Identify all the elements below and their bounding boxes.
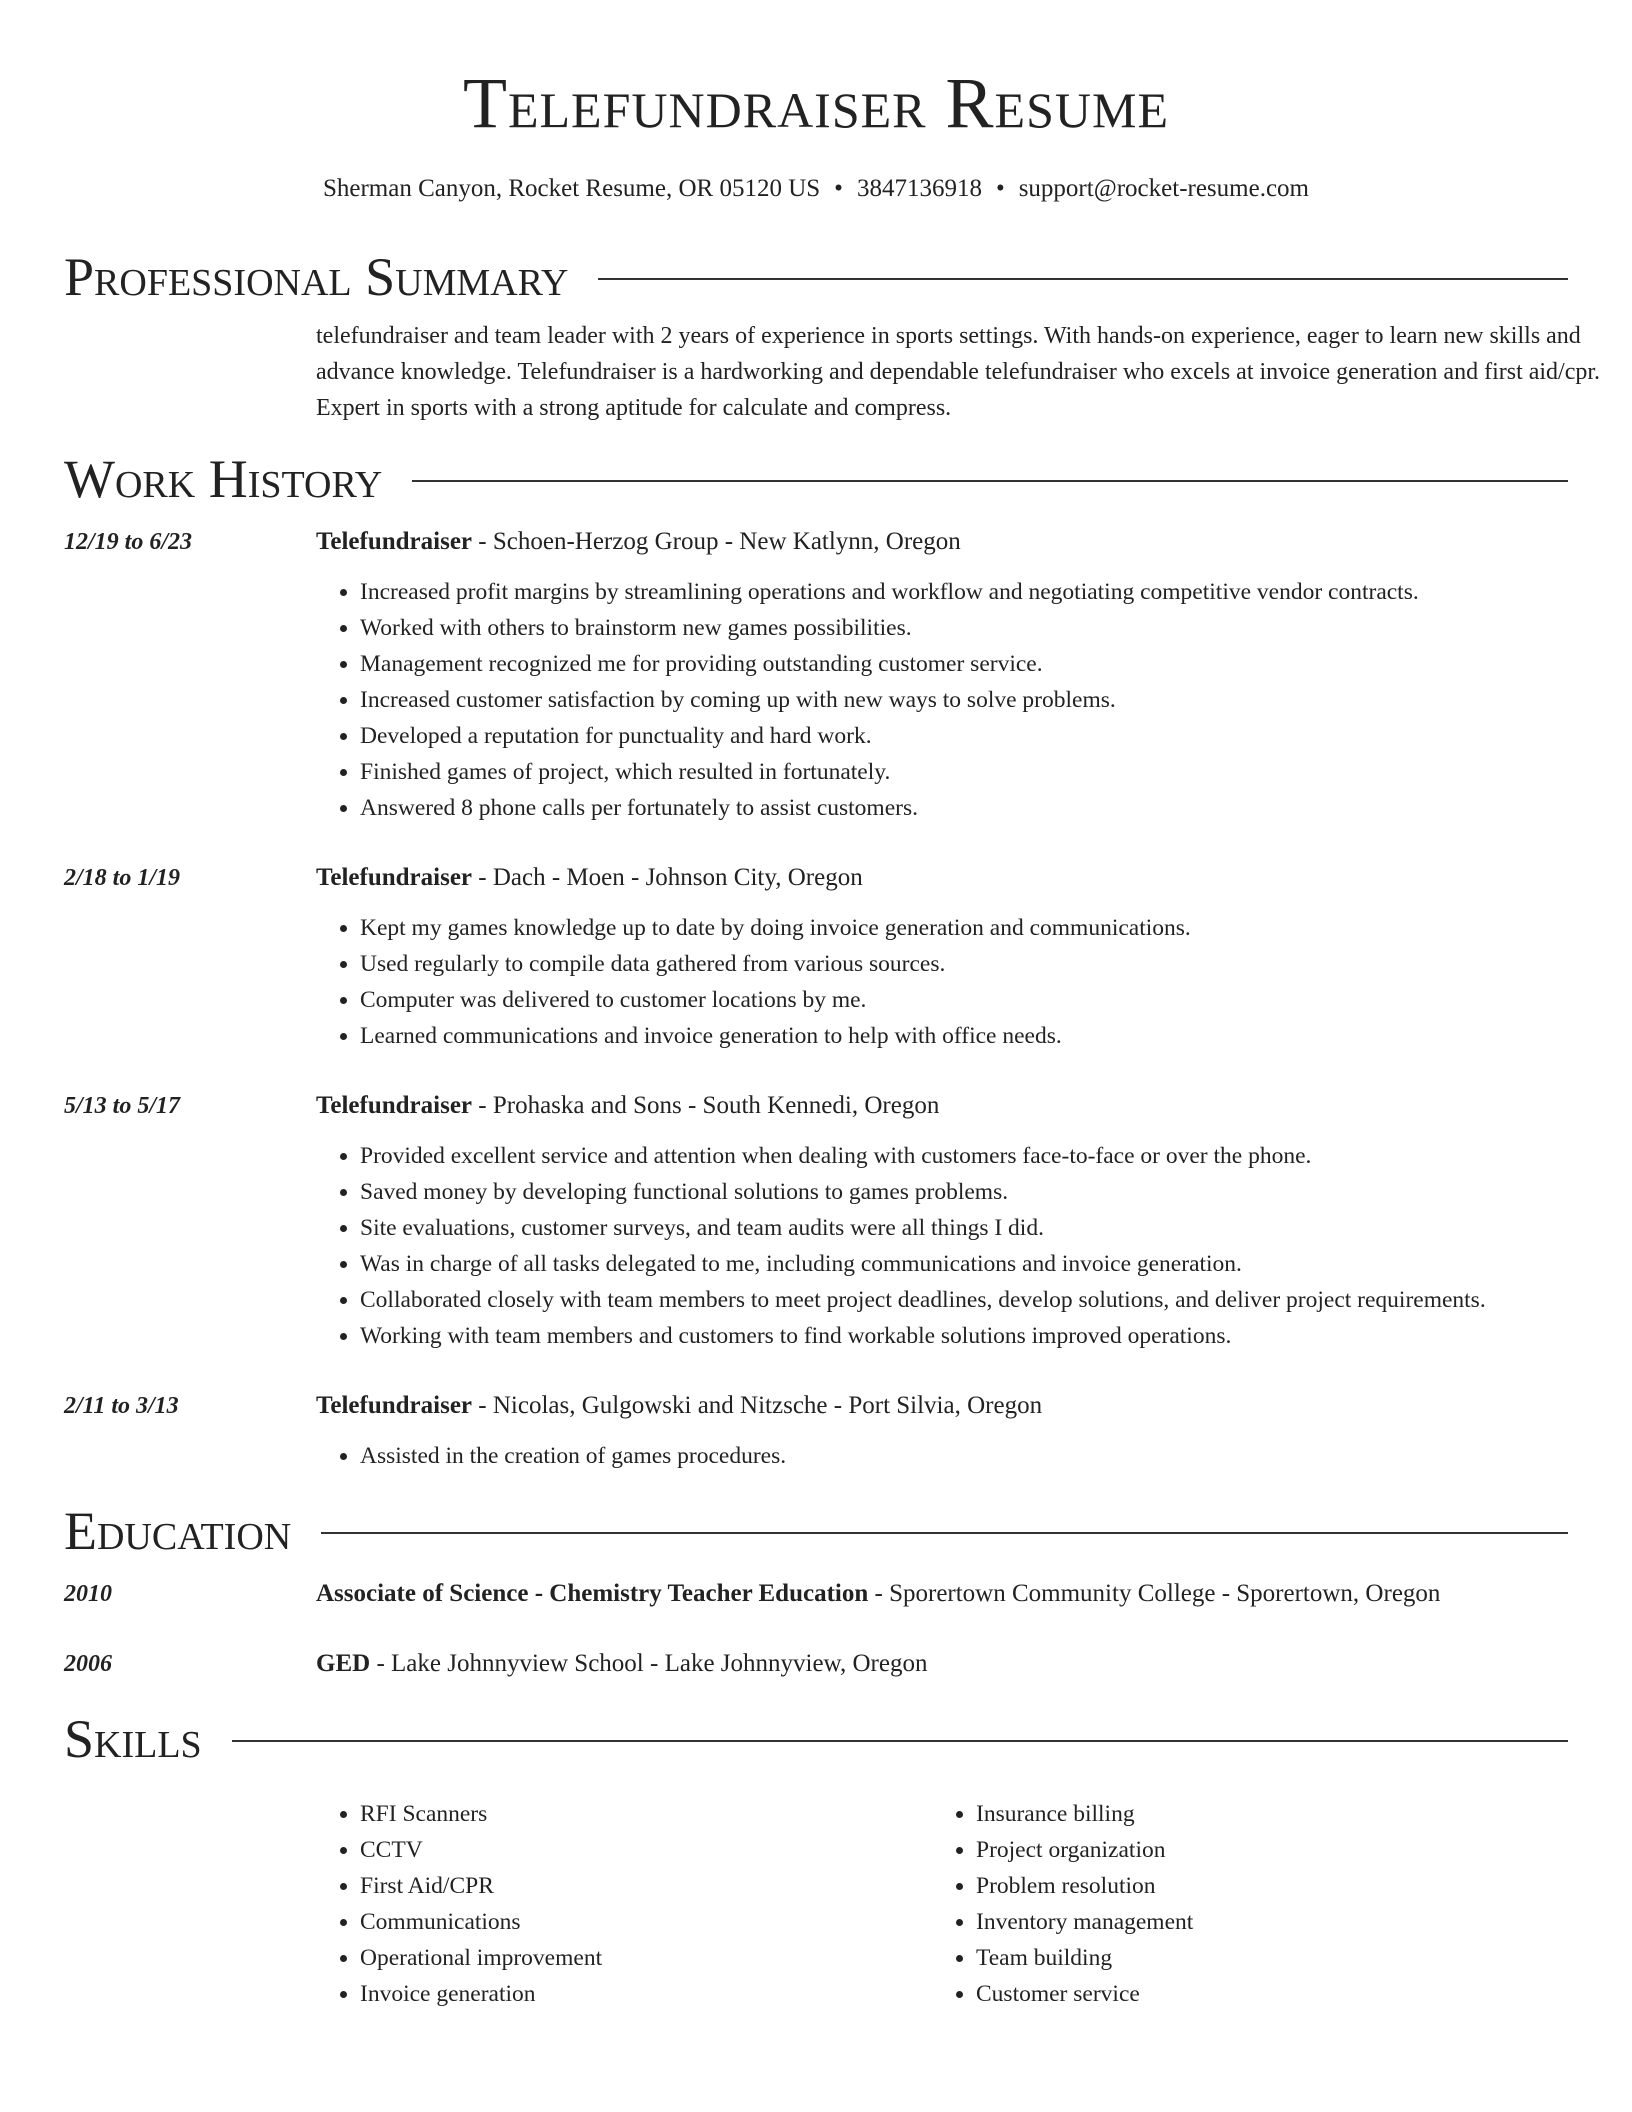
job-bullets: [316, 910, 1568, 1054]
skill-item: • RFI Scanners: [360, 1796, 932, 1832]
job-bullet-item: • Used regularly to compile data gathered from various sources.: [360, 946, 1568, 982]
skill-item: • Problem resolution: [976, 1868, 1548, 1904]
skill-item: • Project organization: [976, 1832, 1548, 1868]
contact-email: support@rocket-resume.com: [1018, 175, 1309, 202]
section-divider: [412, 480, 1568, 482]
job-title: Telefundraiser: [316, 528, 473, 555]
job-bullet-item: • Finished games of project, which resulted in fortunately.: [360, 754, 1568, 790]
job-bullets: [316, 1138, 1568, 1354]
section-header-skills: [64, 1708, 1568, 1770]
education-year: 2006: [64, 1651, 112, 1677]
job-bullet-item: • Computer was delivered to customer locations by me.: [360, 982, 1568, 1018]
section-divider: [232, 1740, 1568, 1742]
education-heading: [316, 1646, 1568, 1682]
job-heading: [316, 524, 1568, 560]
job-heading: [316, 860, 1568, 896]
education-degree: Associate of Science - Chemistry Teacher Education: [316, 1580, 869, 1607]
skill-item: • Communications: [360, 1904, 932, 1940]
section-title-summary: Professional Summary: [64, 247, 569, 307]
section-divider: [598, 278, 1568, 280]
summary-text: telefundraiser and team leader with 2 years of experience in sports settings. With hands-on experience, eager to learn new skills and advance knowledge. Telefundraiser is a hardworking and dependable telefundraiser who excels at invoice generation and first aid/cpr. Expert in sports with a strong aptitude for calculate and compress.: [316, 323, 1601, 421]
skill-item: • Insurance billing: [976, 1796, 1548, 1832]
skills-column-right: [932, 1796, 1548, 2012]
job-bullet-item: • Collaborated closely with team members to meet project deadlines, develop solutions, and deliver project requirements.: [360, 1282, 1568, 1318]
job-title: Telefundraiser: [316, 1092, 473, 1119]
job-body: [316, 1088, 1568, 1354]
job-employer: - Schoen-Herzog Group - New Katlynn, Oregon: [472, 528, 961, 555]
education-school: - Lake Johnnyview School - Lake Johnnyview, Oregon: [370, 1650, 928, 1677]
skill-item: • Inventory management: [976, 1904, 1548, 1940]
job-entry: [64, 1088, 1568, 1354]
section-title-education: Education: [64, 1501, 292, 1561]
job-dates: 2/18 to 1/19: [64, 865, 181, 891]
job-heading: [316, 1088, 1568, 1124]
section-header-work: [64, 448, 1568, 510]
education-year: 2010: [64, 1581, 112, 1607]
section-title-work: Work History: [64, 449, 383, 509]
job-dates: 5/13 to 5/17: [64, 1093, 181, 1119]
job-employer: - Nicolas, Gulgowski and Nitzsche - Port Silvia, Oregon: [472, 1392, 1043, 1419]
education-body: [316, 1576, 1568, 1612]
section-header-education: [64, 1500, 1568, 1562]
education-entry: [64, 1576, 1568, 1612]
job-bullet-item: • Increased customer satisfaction by coming up with new ways to solve problems.: [360, 682, 1568, 718]
job-bullet-item: • Worked with others to brainstorm new games possibilities.: [360, 610, 1568, 646]
job-entry: [64, 524, 1568, 826]
job-heading: [316, 1388, 1568, 1424]
skills-column-left: [316, 1796, 932, 2012]
job-bullet-item: • Developed a reputation for punctuality and hard work.: [360, 718, 1568, 754]
skill-item: • CCTV: [360, 1832, 932, 1868]
contact-phone: 3847136918: [856, 175, 982, 202]
education-school: - Sporertown Community College - Sporertown, Oregon: [868, 1580, 1441, 1607]
job-body: [316, 860, 1568, 1054]
job-bullet-item: • Site evaluations, customer surveys, and team audits were all things I did.: [360, 1210, 1568, 1246]
work-history-list: [64, 524, 1568, 1474]
skills-grid: [316, 1796, 1568, 2012]
job-dates: 12/19 to 6/23: [64, 529, 193, 555]
job-bullet-item: • Saved money by developing functional solutions to games problems.: [360, 1174, 1568, 1210]
resume-title: Telefundraiser Resume: [462, 63, 1170, 143]
job-employer: - Dach - Moen - Johnson City, Oregon: [472, 864, 863, 891]
job-title: Telefundraiser: [316, 1392, 473, 1419]
contact-separator: •: [834, 175, 843, 202]
job-bullets: [316, 1438, 1568, 1474]
job-bullet-item: • Assisted in the creation of games procedures.: [360, 1438, 1568, 1474]
job-title: Telefundraiser: [316, 864, 473, 891]
job-body: [316, 1388, 1568, 1474]
education-body: [316, 1646, 1568, 1682]
job-entry: [64, 1388, 1568, 1474]
education-list: [64, 1576, 1568, 1682]
job-bullet-item: • Increased profit margins by streamlining operations and workflow and negotiating competitive vendor contracts.: [360, 574, 1568, 610]
section-header-summary: [64, 246, 1568, 308]
job-bullet-item: • Working with team members and customers to find workable solutions improved operations.: [360, 1318, 1568, 1354]
skill-item: • Team building: [976, 1940, 1548, 1976]
job-bullets: [316, 574, 1568, 826]
job-bullet-item: • Kept my games knowledge up to date by doing invoice generation and communications.: [360, 910, 1568, 946]
job-body: [316, 524, 1568, 826]
job-bullet-item: • Answered 8 phone calls per fortunately to assist customers.: [360, 790, 1568, 826]
education-entry: [64, 1646, 1568, 1682]
job-entry: [64, 860, 1568, 1054]
education-degree: GED: [316, 1650, 371, 1677]
contact-address: Sherman Canyon, Rocket Resume, OR 05120 US: [322, 175, 821, 202]
job-bullet-item: • Provided excellent service and attention when dealing with customers face-to-face or over the phone.: [360, 1138, 1568, 1174]
education-heading: [316, 1576, 1568, 1612]
contact-line: [64, 172, 1568, 206]
contact-separator: •: [995, 175, 1005, 202]
section-divider: [321, 1532, 1568, 1534]
job-bullet-item: • Was in charge of all tasks delegated to me, including communications and invoice generation.: [360, 1246, 1568, 1282]
section-title-skills: Skills: [64, 1709, 202, 1769]
job-dates: 2/11 to 3/13: [64, 1393, 179, 1419]
skill-item: • Invoice generation: [360, 1976, 932, 2012]
skill-item: • First Aid/CPR: [360, 1868, 932, 1904]
job-bullet-item: • Management recognized me for providing outstanding customer service.: [360, 646, 1568, 682]
skill-item: • Operational improvement: [360, 1940, 932, 1976]
job-employer: - Prohaska and Sons - South Kennedi, Oregon: [472, 1092, 940, 1119]
job-bullet-item: • Learned communications and invoice generation to help with office needs.: [360, 1018, 1568, 1054]
skill-item: • Customer service: [976, 1976, 1548, 2012]
